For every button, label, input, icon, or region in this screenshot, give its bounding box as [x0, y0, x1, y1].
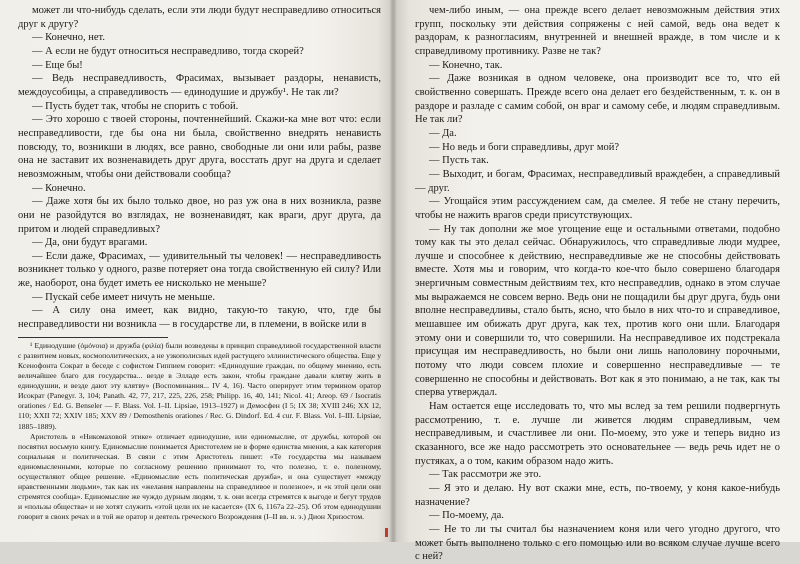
- paragraph: — Пусть так.: [429, 155, 489, 167]
- book-gutter-shadow: [389, 0, 397, 542]
- paragraph: — Конечно.: [32, 182, 86, 194]
- paragraph: — А если не будут относиться несправедливо, тогда скорей?: [32, 45, 304, 57]
- paragraph: Нам остается еще исследовать то, что мы вслед за тем решили подвергнуть рассмотрению, т. е. лучше ли живется людям справедливым, чем несправедливым, и счастливее ли они. По-моему, это уже и теперь видно из сказанного, все же надо рассмотреть это основательнее — ведь речь идет не о пустяках, а о том, каким образом надо жить.: [415, 401, 780, 467]
- paragraph: — Так рассмотри же это.: [429, 469, 542, 481]
- paragraph: — Но ведь и боги справедливы, друг мой?: [429, 141, 620, 153]
- paragraph: чем-либо иным, — она прежде всего делает невозможным действия этих групп, поскольку эти действия сопряжены с ней самой, ведь она ведет к раздорам, к разногласиям, внутренней и внешней вражде, в том числе и к справедливому противнику. Разве не так?: [415, 5, 780, 57]
- bookmark-ribbon: [385, 528, 388, 537]
- paragraph: — Даже хотя бы их было только двое, но раз уж она в них возникла, разве они не разойдутся во взглядах, не возненавидят, как враги, друг друга, да притом и людей справедливых?: [18, 196, 381, 235]
- paragraph: — Да, они будут врагами.: [32, 237, 148, 249]
- paragraph: может ли что-нибудь сделать, если эти люди будут несправедливо относиться друг к другу?: [18, 5, 381, 30]
- paragraph: — Конечно, так.: [429, 59, 503, 71]
- left-page: [0, 0, 393, 542]
- paragraph: — Даже возникая в одном человеке, она производит все то, что ей свойственно совершать. Прежде всего она делает его бездейственным, т. к. он в раздоре и разладе с самим собой, он враг и самому себе, и людям справедливым. Не так ли?: [415, 73, 780, 126]
- footnote-divider: [18, 337, 168, 338]
- footnote: Аристотель в «Никомаховой этике» отличает единодушие, или единомыслие, от дружбы, которой он посвятил восьмую книгу. Единомыслие понимается Аристотелем не в форме единства мнения, а как категория социальная и политическая. В связи с этим Аристотель пишет: «Те государства мы называем единомысленными, которые по согласному решению принимают то, что полезно, т. е. полезному, осуществляют общее решение. «Единомыслие есть политическая дружба», и она существует «между нравственными людьми», так как их «желания направлены на справедливое и полезное», и «к этой цели они стремятся сообща». Единомыслие же чуждо дурным людям, т. к. они всегда стремятся к выгоде и бегут трудов и «пользы общества» и не хотят служить «этой цели их не касается» (IX 6, 1167a 22–25). Об этом единодушии говорит в своих речах и в той же оратор и деятель греческого Возрождения (I–II вв. н. э.) Дион Хризостом.: [18, 431, 381, 522]
- paragraph: — Конечно, нет.: [32, 32, 105, 44]
- paragraph: — Пусть будет так, чтобы не спорить с тобой.: [32, 100, 239, 112]
- paragraph: — Я это и делаю. Ну вот скажи мне, есть, по-твоему, у коня какое-нибудь назначение?: [415, 482, 780, 508]
- paragraph: — Выходит, и богам, Фрасимах, несправедливый враждебен, а справедливый — друг.: [415, 168, 780, 194]
- paragraph: — Пускай себе имеет ничуть не меньше.: [32, 291, 215, 303]
- paragraph: — Если даже, Фрасимах, — удивительный ты человек! — несправедливость возникнет только у одного, разве потеряет она тогда свойственную ей силу? Или же, наоборот, она будет иметь ее нисколько не меньше?: [18, 250, 381, 290]
- footnotes: [18, 341, 381, 523]
- paragraph: — А силу она имеет, как видно, такую-то такую, что, где бы несправедливости ни возникла — в государстве ли, в племени, в войске или в: [18, 305, 381, 331]
- paragraph: — По-моему, да.: [429, 510, 504, 522]
- paragraph: — Еще бы!: [32, 59, 83, 71]
- paragraph: — Да.: [429, 127, 457, 139]
- right-page: [393, 0, 800, 563]
- left-page-main-text: [18, 4, 381, 332]
- paragraph: — Ведь несправедливость, Фрасимах, вызывает раздоры, ненависть, междоусобицы, а справедливость — единодушие и дружбу¹. Не так ли?: [18, 73, 381, 98]
- paragraph: — Угощайся этим рассуждением сам, да смелее. Я тебе не стану перечить, чтобы не нажить врагов среди присутствующих.: [415, 196, 780, 221]
- paragraph: — Ну так дополни же мое угощение еще и остальными ответами, подобно тому как ты это делал сейчас. Обнаружилось, что справедливые люди мудрее, лучше и способнее к действию, несправедливые же не способны действовать вместе. Хотя мы и говорим, что когда-то кое-что было совершено благодаря энергичным совместным действиям тех, кто несправедлив, однако в этом случае мы выражаемся не совсем верно. Ведь они не пощадили бы друг друга, будь они вполне несправедливы, стало быть, ясно, что было в них что-то и справедливое, мешавшее им обижать друг друга, как тех, против кого они шли. Благодаря этому они и совершили то, что совершили. На несправедливое их подстрекала присущая им несправедливость, но были они лишь наполовину порочными, потому что люди совсем плохие и совершенно несправедливые — те совершенно не способны и действовать. Вот как я это понимаю, а не так, как ты сперва утверждал.: [415, 223, 780, 399]
- paragraph: — Не то ли ты считал бы назначением коня или чего угодно другого, что может быть выполнено только с его помощью или во всяком случае лучше всего с ней?: [415, 523, 780, 563]
- footnote: ¹ Единодушие (ὁμόνοια) и дружба (φιλία) были возведены в принцип справедливой государственной власти с развитием новых, космополитических, а не узкополисных идей растущего эллинистического общества. Еще у Ксенофонта Сократ в беседе с софистом Гиппием говорит: «Единодушие граждан, по общему мнению, есть величайшее благо для государства... везде в Элладе есть закон, чтобы граждане давали клятву жить в единодушии, и везде дают эту клятву» (Воспоминания... IV 4, 16). Часто оперирует этим термином оратор Исократ (Panegyr. 3, 104; Panath. 42, 77, 217, 225, 226, 258; Philipp. 16, 40, 141; Nicol. 41; Areop. 69 / Isocratis orationes / Ed. G. Benseler — F. Blass. Vol. I–II. Lipsiae, 1913–1927) и Демосфен (I 5; IX 38; XVIII 246; XX 12, 110; XXII 72; XXIV 185; XXV 89 / Demosthenis orationes / Rec. G. Dindorf. Ed. 4 cur. F. Blass. Vol. I–III. Lipsiae, 1885–1889).: [18, 340, 381, 431]
- right-page-main-text: [415, 4, 780, 564]
- paragraph: — Это хорошо с твоей стороны, почтеннейший. Скажи-ка мне вот что: если несправедливости, где бы она ни была, свойственно внедрять ненависть повсюду, то, возникши в людях, все равно, свободные ли они или рабы, разве она не заставит их возненавидеть друг друга, восстать друг на друга и сделает невозможным, чтобы они действовали сообща?: [18, 114, 381, 180]
